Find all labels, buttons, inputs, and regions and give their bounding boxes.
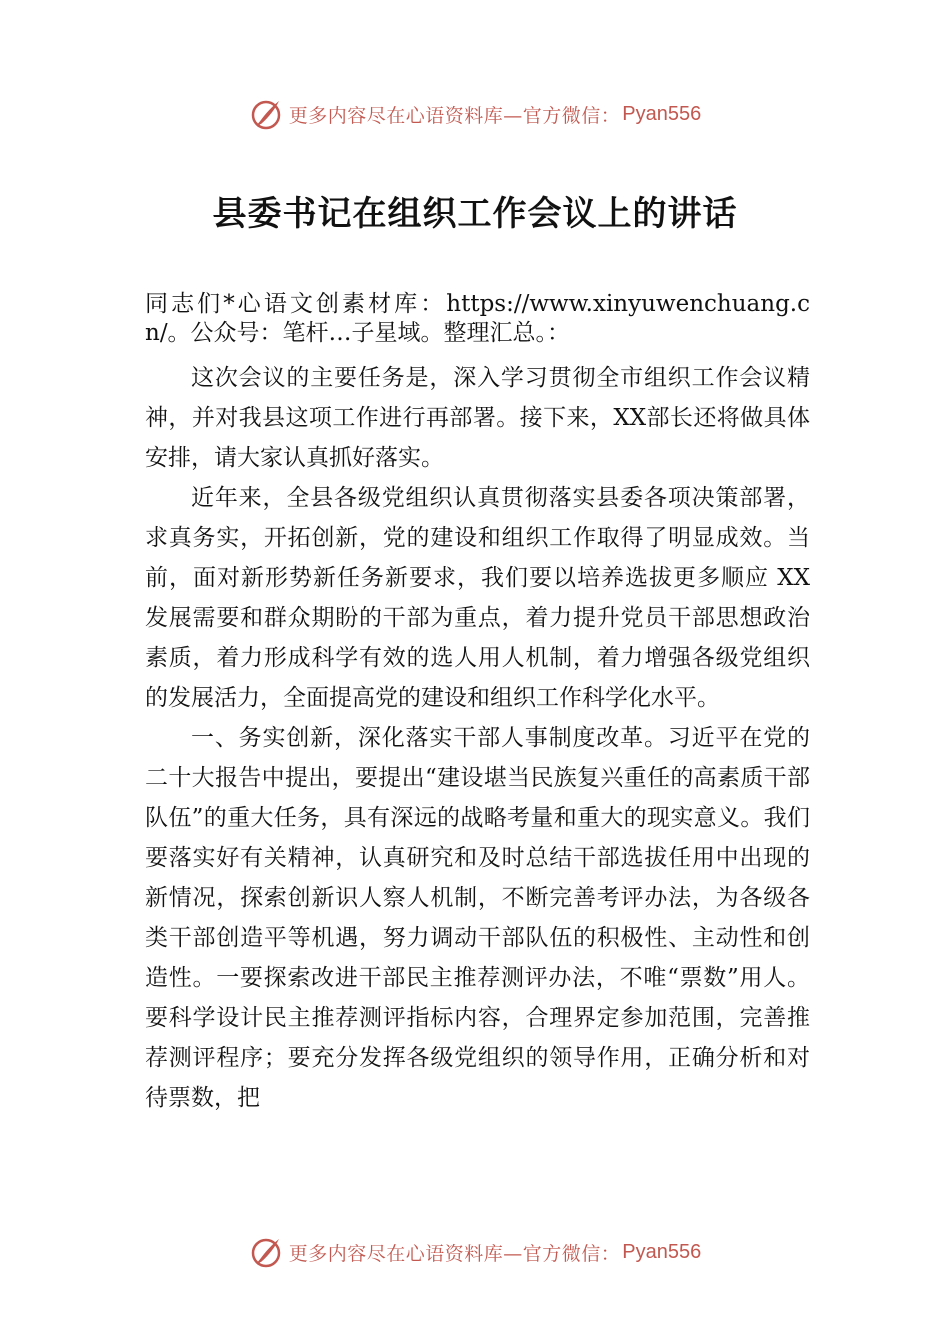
quill-logo-icon	[249, 97, 283, 131]
header-watermark-banner	[0, 94, 950, 134]
paragraph-1: 这次会议的主要任务是，深入学习贯彻全市组织工作会议精神，并对我县这项工作进行再部署。接下来，XX部长还将做具体安排，请大家认真抓好落实。	[145, 365, 810, 471]
banner-text: 更多内容尽在心语资料库—官方微信：	[288, 1242, 621, 1265]
document-body	[145, 290, 810, 1118]
footer-watermark-banner	[0, 1232, 950, 1272]
paragraph-2: 近年来，全县各级党组织认真贯彻落实县委各项决策部署，求真务实，开拓创新，党的建设和组织工作取得了明显成效。当前，面对新形势新任务新要求，我们要以培养选拔更多顺应 XX 发展需要和群众期盼的干部为重点，着力提升党员干部思想政治素质，着力形成科学有效的选人用人机制，着力增强各级党组织的发展活力，全面提高党的建设和组织工作科学化水平。	[145, 485, 810, 711]
document-title: 县委书记在组织工作会议上的讲话	[212, 194, 738, 234]
banner-text: 更多内容尽在心语资料库—官方微信：	[288, 104, 621, 127]
greeting-line: 同志们*心语文创素材库：https://www.xinyuwenchuang.cn/。公众号：笔杆…子星域。整理汇总。：	[145, 291, 810, 346]
banner-wechat-id: Pyan556	[622, 102, 702, 125]
paragraph-3: 一、务实创新，深化落实干部人事制度改革。习近平在党的二十大报告中提出，要提出“建设堪当民族复兴重任的高素质干部队伍”的重大任务，具有深远的战略考量和重大的现实意义。我们要落实好有关精神，认真研究和及时总结干部选拔任用中出现的新情况，探索创新识人察人机制，不断完善考评办法，为各级各类干部创造平等机遇，努力调动干部队伍的积极性、主动性和创造性。一要探索改进干部民主推荐测评办法，不唯“票数”用人。要科学设计民主推荐测评指标内容，合理界定参加范围，完善推荐测评程序；要充分发挥各级党组织的领导作用，正确分析和对待票数，把	[145, 725, 810, 1111]
banner-wechat-id: Pyan556	[622, 1240, 702, 1263]
quill-logo-icon	[249, 1235, 283, 1269]
